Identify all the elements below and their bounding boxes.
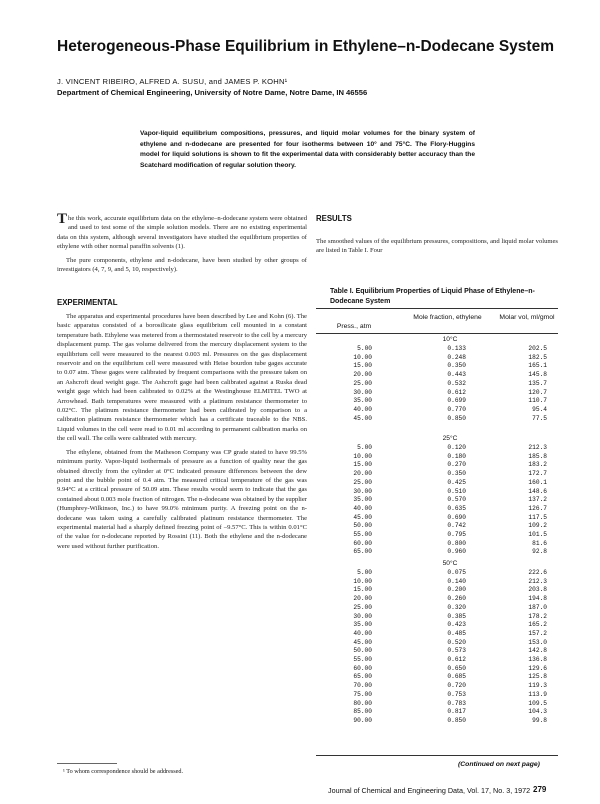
table-cell: 0.795 bbox=[447, 531, 466, 538]
temperature-label: 25°C bbox=[442, 435, 458, 442]
intro-paragraph-2: The pure components, ethylene and n-dodecane, have been studied by other groups of investigators (4, 7, 9, and 5, 10, respectively). bbox=[57, 256, 307, 274]
table-cell: 25.00 bbox=[353, 478, 372, 486]
table-cell: 109.5 bbox=[528, 699, 547, 707]
intro-paragraph-1: he this work, accurate equilibrium data on the ethylene–n-dodecane system were obtained and used to test some of the simple solution models. There are no existing experimental data on this system, although several investigators have studied the equilibrium properties of ethylene with other normal paraffin solvents (1). bbox=[57, 215, 307, 251]
table-cell: 222.6 bbox=[528, 569, 547, 576]
affiliation: Department of Chemical Engineering, University of Notre Dame, Notre Dame, IN 46556 bbox=[57, 88, 368, 97]
table-cell: 0.850 bbox=[447, 716, 466, 724]
table-top-rule bbox=[316, 308, 558, 309]
temperature-label: 10°C bbox=[442, 336, 458, 343]
table-cell: 20.00 bbox=[353, 470, 372, 478]
table-cell: 45.00 bbox=[353, 414, 372, 422]
table-cell: 0.443 bbox=[447, 371, 466, 379]
table-cell: 0.260 bbox=[447, 595, 466, 603]
table-cell: 187.0 bbox=[528, 603, 547, 611]
table-cell: 85.00 bbox=[353, 708, 372, 716]
table-cell: 0.783 bbox=[447, 699, 466, 707]
table-cell: 0.423 bbox=[447, 621, 466, 629]
table-cell: 0.180 bbox=[447, 452, 466, 460]
table-cell: 137.2 bbox=[528, 496, 547, 504]
table-label: Table I. bbox=[330, 288, 354, 295]
table-cell: 0.133 bbox=[447, 345, 466, 352]
table-cell: 35.00 bbox=[353, 621, 372, 629]
table-cell: 0.753 bbox=[447, 690, 466, 698]
table-cell: 203.8 bbox=[528, 586, 547, 594]
table-cell: 15.00 bbox=[353, 362, 372, 370]
table-cell: 55.00 bbox=[353, 531, 372, 538]
table-cell: 0.075 bbox=[447, 569, 466, 576]
table-cell: 0.650 bbox=[447, 664, 466, 672]
table-cell: 104.3 bbox=[528, 708, 547, 716]
table-cell: 0.320 bbox=[447, 603, 466, 611]
table-cell: 165.1 bbox=[528, 362, 547, 370]
table-cell: 40.00 bbox=[353, 405, 372, 413]
table-cell: 75.00 bbox=[353, 690, 372, 698]
table-cell: 142.8 bbox=[528, 647, 547, 655]
footnote: ¹ To whom correspondence should be addressed. bbox=[63, 768, 184, 775]
table-cell: 0.200 bbox=[447, 586, 466, 594]
table-cell: 0.485 bbox=[447, 629, 466, 637]
table-cell: 157.2 bbox=[528, 629, 547, 637]
table-cell: 81.6 bbox=[532, 539, 547, 547]
table-cell: 129.6 bbox=[528, 664, 547, 672]
table-cell: 119.3 bbox=[528, 682, 547, 690]
table-cell: 10.00 bbox=[353, 452, 372, 460]
table-cell: 92.8 bbox=[532, 548, 547, 556]
table-cell: 0.350 bbox=[447, 362, 466, 370]
table-cell: 126.7 bbox=[528, 504, 547, 512]
table-cell: 90.00 bbox=[353, 716, 372, 724]
table-cell: 77.5 bbox=[532, 414, 547, 422]
table-cell: 45.00 bbox=[353, 513, 372, 521]
table-cell: 160.1 bbox=[528, 478, 547, 486]
table-cell: 40.00 bbox=[353, 504, 372, 512]
table-cell: 99.8 bbox=[532, 716, 547, 724]
table-caption: Equilibrium Properties of Liquid Phase of Ethylene–n-Dodecane System bbox=[330, 288, 535, 305]
table-title bbox=[330, 287, 560, 306]
table-cell: 110.7 bbox=[528, 397, 547, 405]
table-cell: 145.8 bbox=[528, 371, 547, 379]
table-cell: 125.8 bbox=[528, 673, 547, 681]
header-pressure: Press., atm bbox=[336, 323, 372, 330]
table-cell: 0.742 bbox=[447, 522, 466, 530]
table-cell: 135.7 bbox=[528, 379, 547, 387]
table-cell: 25.00 bbox=[353, 603, 372, 611]
table-cell: 0.770 bbox=[447, 405, 466, 413]
article-title: Heterogeneous-Phase Equilibrium in Ethylene–n-Dodecane System bbox=[57, 38, 554, 55]
table-cell: 153.0 bbox=[528, 638, 547, 646]
table-cell: 0.120 bbox=[447, 444, 466, 451]
table-cell: 0.270 bbox=[447, 461, 466, 469]
temperature-label: 50°C bbox=[442, 560, 458, 567]
table-cell: 117.5 bbox=[528, 513, 547, 521]
table-cell: 194.8 bbox=[528, 595, 547, 603]
table-cell: 35.00 bbox=[353, 397, 372, 405]
table-cell: 40.00 bbox=[353, 629, 372, 637]
table-cell: 136.8 bbox=[528, 656, 547, 663]
footnote-rule bbox=[57, 763, 117, 764]
table-cell: 101.5 bbox=[528, 531, 547, 538]
table-cell: 0.573 bbox=[447, 647, 466, 655]
table-cell: 182.5 bbox=[528, 353, 547, 361]
table-cell: 65.00 bbox=[353, 548, 372, 556]
table-cell: 0.570 bbox=[447, 496, 466, 504]
table-cell: 109.2 bbox=[528, 522, 547, 530]
table-cell: 0.248 bbox=[447, 353, 466, 361]
journal-citation: Journal of Chemical and Engineering Data, Vol. 17, No. 3, 1972 bbox=[328, 786, 531, 795]
table-cell: 95.4 bbox=[532, 405, 547, 413]
table-cell: 0.140 bbox=[447, 577, 466, 585]
experimental-paragraph: The apparatus and experimental procedures have been described by Lee and Kohn (6). The basic apparatus consisted of a borosilicate glass equilibrium cell mounted in a constant temperature bath. Ethylene was metered from a thermostated reservoir to the cell by a mercury displacement pump. The gas volume delivered from the mercury displacement system to the equilibrium cell were measured to the nearest 0.003 ml. Pressures on the gas displacement reservoir and on the equilibrium cell were measured with Heise bourdon tube gages accurate to 0.07 atm. These gages were calibrated by frequent comparisons with the pressure taken on an Ashcroft dead weight gage. The Ashcroft gage had been calibrated against a Ruska dead weight gage which had been calibrated to 0.02% at the Westinghouse ELMITEL TWO at Arrowhead. Bath temperatures were measured with a platinum resistance thermometer to 0.02°C. The platinum resistance thermometer had been calibrated by comparison to a calibration platinum resistance thermometer which has a certificate traceable to the NBS. Liquid volumes in the cell were read to 0.01 ml according to permanent calibration marks on the cell wall. The cells were calibrated with mercury. bbox=[57, 313, 307, 443]
table-cell: 172.7 bbox=[528, 470, 547, 478]
table-cell: 183.2 bbox=[528, 461, 547, 469]
table-cell: 148.6 bbox=[528, 487, 547, 495]
table-cell: 5.00 bbox=[357, 444, 372, 451]
table-cell: 0.690 bbox=[447, 513, 466, 521]
table-cell: 0.520 bbox=[447, 638, 466, 646]
continued-note: (Continued on next page) bbox=[458, 761, 540, 768]
table-cell: 25.00 bbox=[353, 379, 372, 387]
table-cell: 10.00 bbox=[353, 353, 372, 361]
table-cell: 0.612 bbox=[447, 656, 466, 663]
table-cell: 60.00 bbox=[353, 539, 372, 547]
table-cell: 0.532 bbox=[447, 379, 466, 387]
table-cell: 15.00 bbox=[353, 586, 372, 594]
table-cell: 30.00 bbox=[353, 612, 372, 620]
table-cell: 0.510 bbox=[447, 487, 466, 495]
table-cell: 0.385 bbox=[447, 612, 466, 620]
table-cell: 5.00 bbox=[357, 569, 372, 576]
table-cell: 15.00 bbox=[353, 461, 372, 469]
drop-cap: T bbox=[57, 211, 68, 227]
table-cell: 0.685 bbox=[447, 673, 466, 681]
table-cell: 0.720 bbox=[447, 682, 466, 690]
table-cell: 212.3 bbox=[528, 577, 547, 585]
table-cell: 0.425 bbox=[447, 478, 466, 486]
table-cell: 0.612 bbox=[447, 388, 466, 396]
table-cell: 0.635 bbox=[447, 504, 466, 512]
table-cell: 0.850 bbox=[447, 414, 466, 422]
table-cell: 0.817 bbox=[447, 708, 466, 716]
table-cell: 0.350 bbox=[447, 470, 466, 478]
table-cell: 178.2 bbox=[528, 612, 547, 620]
table-cell: 80.00 bbox=[353, 699, 372, 707]
table-cell: 165.2 bbox=[528, 621, 547, 629]
header-molar-volume: Molar vol, ml/gmol bbox=[499, 314, 555, 321]
table-cell: 20.00 bbox=[353, 371, 372, 379]
experimental-paragraph: The ethylene, obtained from the Matheson Company was CP grade stated to have 99.5% minimum purity. Vapor-liquid isothermals of pressure as a function of quality near the gas obtained directly from the cylinder at 0°C indicated pressure differences between the dew point and the bubble point of 0.4 atm. The measured critical temperature of the gas was 9.94°C at a critical pressure of 50.09 atm. These results would seem to indicate that the gas contained about 0.003 mole fraction of nitrogen. The n-dodecane was obtained by the supplier (Humphrey-Wilkinson, Inc.) to have 99.0% minimum purity. A freezing point on the n-dodecane was taken using a carefully calibrated platinum resistance thermometer. The experimental material had a sharply defined freezing point of –9.57°C. This is within 0.01°C of the value for n-dodecane reported by Rossini (11). Both the ethylene and the n-dodecane were used without further purification. bbox=[57, 448, 307, 550]
table-cell: 212.3 bbox=[528, 444, 547, 451]
results-text: The smoothed values of the equilibrium pressures, compositions, and liquid molar volumes are listed in Table I. Four bbox=[316, 238, 558, 255]
table-cell: 65.00 bbox=[353, 673, 372, 681]
table-cell: 185.8 bbox=[528, 452, 547, 460]
table-cell: 50.00 bbox=[353, 647, 372, 655]
table-cell: 0.699 bbox=[447, 397, 466, 405]
section-results: RESULTS bbox=[316, 214, 352, 223]
table-cell: 50.00 bbox=[353, 522, 372, 530]
intro-text bbox=[57, 211, 307, 274]
table-cell: 60.00 bbox=[353, 664, 372, 672]
table-cell: 5.00 bbox=[357, 345, 372, 352]
header-mole-fraction: Mole fraction, ethylene bbox=[413, 314, 482, 321]
table-cell: 30.00 bbox=[353, 388, 372, 396]
table-bottom-rule bbox=[316, 755, 558, 756]
table-cell: 35.00 bbox=[353, 496, 372, 504]
table-cell: 0.800 bbox=[447, 539, 466, 547]
table-cell: 20.00 bbox=[353, 595, 372, 603]
table-cell: 30.00 bbox=[353, 487, 372, 495]
table-cell: 45.00 bbox=[353, 638, 372, 646]
experimental-text bbox=[57, 312, 307, 551]
table-cell: 113.9 bbox=[528, 690, 547, 698]
table-cell: 0.960 bbox=[447, 548, 466, 556]
authors: J. VINCENT RIBEIRO, ALFRED A. SUSU, and JAMES P. KOHN¹ bbox=[57, 77, 288, 86]
table-header-rule bbox=[316, 333, 558, 334]
table-cell: 55.00 bbox=[353, 656, 372, 663]
abstract: Vapor-liquid equilibrium compositions, pressures, and liquid molar volumes for the binary system of ethylene and n-dodecane are presented for four isotherms between 10° and 75°C. The Flory-Huggins model for liquid solutions is shown to fit the experimental data with considerably better accuracy than the Scatchard modification of regular solution theory. bbox=[140, 130, 475, 169]
table-cell: 202.5 bbox=[528, 345, 547, 352]
section-experimental: EXPERIMENTAL bbox=[57, 298, 118, 307]
page-number: 279 bbox=[533, 785, 547, 794]
table-cell: 70.00 bbox=[353, 682, 372, 690]
table-cell: 10.00 bbox=[353, 577, 372, 585]
table-cell: 120.7 bbox=[528, 388, 547, 396]
